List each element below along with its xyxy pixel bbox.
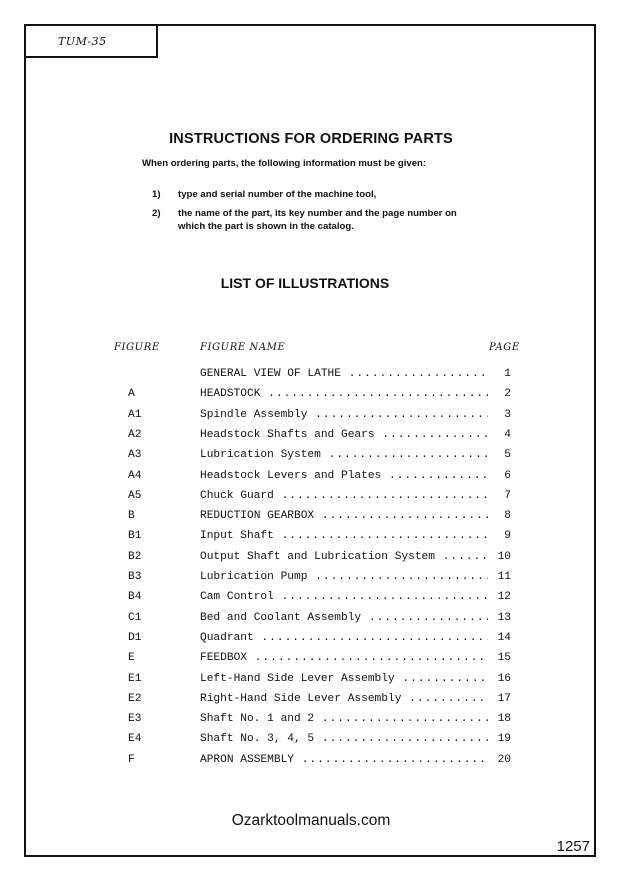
table-row: [0, 368, 622, 388]
table-row: [0, 612, 622, 632]
figure-name: APRON ASSEMBLY .....: [200, 754, 488, 766]
figure-name-column-header: FIGURE NAME: [200, 342, 286, 353]
figure-column-header: FIGURE: [114, 342, 160, 353]
instruction-number: 2): [152, 208, 161, 219]
figure-page: 18: [491, 713, 511, 725]
figure-name: FEEDBOX .....: [200, 652, 488, 664]
table-row: [0, 733, 622, 753]
figure-name: Cam Control .....: [200, 591, 488, 603]
figure-id: A: [128, 388, 135, 401]
figure-page: 6: [491, 470, 511, 482]
figure-name: Chuck Guard .....: [200, 490, 488, 502]
list-title: LIST OF ILLUSTRATIONS: [220, 275, 390, 291]
figure-id: A4: [128, 469, 142, 482]
figure-name: Left-Hand Side Lever Assembly .....: [200, 673, 488, 685]
figure-id: D1: [128, 631, 142, 644]
figure-name: Headstock Levers and Plates .....: [200, 470, 488, 482]
table-row: [0, 388, 622, 408]
table-row: [0, 510, 622, 530]
figure-id: B2: [128, 550, 142, 563]
figure-page: 12: [491, 591, 511, 603]
figure-name: GENERAL VIEW OF LATHE .....: [200, 368, 488, 380]
page-number: 1257: [556, 838, 590, 855]
figure-id: B3: [128, 571, 142, 583]
figure-name: Output Shaft and Lubrication System .....: [200, 551, 488, 563]
figure-page: 10: [491, 551, 511, 563]
figure-page: 4: [491, 429, 511, 441]
instruction-item: [152, 188, 482, 202]
table-row: [0, 632, 622, 652]
figure-page: 16: [491, 673, 511, 685]
table-row: [0, 591, 622, 611]
figure-id: F: [128, 753, 135, 766]
figure-name: Quadrant .....: [200, 632, 488, 644]
figure-page: 2: [491, 388, 511, 400]
figure-name: Bed and Coolant Assembly .....: [200, 612, 488, 624]
figure-page: 17: [491, 693, 511, 705]
figure-id: A2: [128, 428, 142, 441]
table-row: [0, 571, 622, 591]
figure-page: 5: [491, 449, 511, 461]
figure-page: 13: [491, 612, 511, 624]
figure-id: A5: [128, 489, 142, 502]
table-row: [0, 530, 622, 550]
figure-id: A1: [128, 408, 142, 421]
table-row: [0, 470, 622, 490]
table-row: [0, 429, 622, 449]
table-row: [0, 551, 622, 571]
figure-id: A3: [128, 449, 142, 462]
figure-name: Shaft No. 3, 4, 5 .....: [200, 733, 488, 745]
figure-page: 7: [491, 490, 511, 502]
table-row: [0, 449, 622, 469]
figure-page: 20: [491, 754, 511, 766]
figure-page: 14: [491, 632, 511, 644]
table-row: [0, 490, 622, 510]
figure-name: Shaft No. 1 and 2 .....: [200, 713, 488, 725]
table-row: [0, 754, 622, 774]
instruction-text: the name of the part, its key number and the page number on which the part is shown in the catalog.: [178, 208, 457, 232]
figure-id: B1: [128, 530, 142, 543]
table-row: [0, 713, 622, 733]
instructions-title: INSTRUCTIONS FOR ORDERING PARTS: [169, 131, 453, 147]
figure-page: 11: [491, 571, 511, 583]
figure-id: E2: [128, 692, 142, 705]
figure-page: 1: [491, 368, 511, 380]
figure-id: E1: [128, 672, 142, 685]
instruction-item: [152, 207, 482, 235]
footer-website: Ozarktoolmanuals.com: [231, 812, 391, 829]
figure-page: 19: [491, 733, 511, 745]
figure-page: 8: [491, 510, 511, 522]
figure-id: C1: [128, 611, 142, 624]
figure-name: REDUCTION GEARBOX .....: [200, 510, 488, 522]
figure-page: 3: [491, 409, 511, 421]
figure-id: E: [128, 652, 135, 665]
figure-name: HEADSTOCK .....: [200, 388, 488, 400]
figure-name: Spindle Assembly .....: [200, 409, 488, 421]
figure-id: E4: [128, 733, 142, 746]
document-tag: TUM-35: [58, 35, 107, 48]
table-row: [0, 673, 622, 693]
table-row: [0, 409, 622, 429]
instruction-number: 1): [152, 189, 161, 200]
figure-name: Lubrication System .....: [200, 449, 488, 461]
instructions-intro: When ordering parts, the following information must be given:: [142, 158, 427, 169]
instruction-text: type and serial number of the machine tool,: [178, 189, 377, 200]
table-row: [0, 652, 622, 672]
figure-name: Input Shaft .....: [200, 530, 488, 542]
figure-page: 9: [491, 530, 511, 542]
figure-name: Lubrication Pump .....: [200, 571, 488, 583]
figure-id: E3: [128, 713, 142, 726]
figure-name: Right-Hand Side Lever Assembly .....: [200, 693, 488, 705]
figure-page: 15: [491, 652, 511, 664]
table-row: [0, 693, 622, 713]
page-column-header: PAGE: [489, 342, 520, 353]
figure-name: Headstock Shafts and Gears .....: [200, 429, 488, 441]
figure-id: B4: [128, 591, 142, 604]
figure-id: B: [128, 510, 135, 523]
